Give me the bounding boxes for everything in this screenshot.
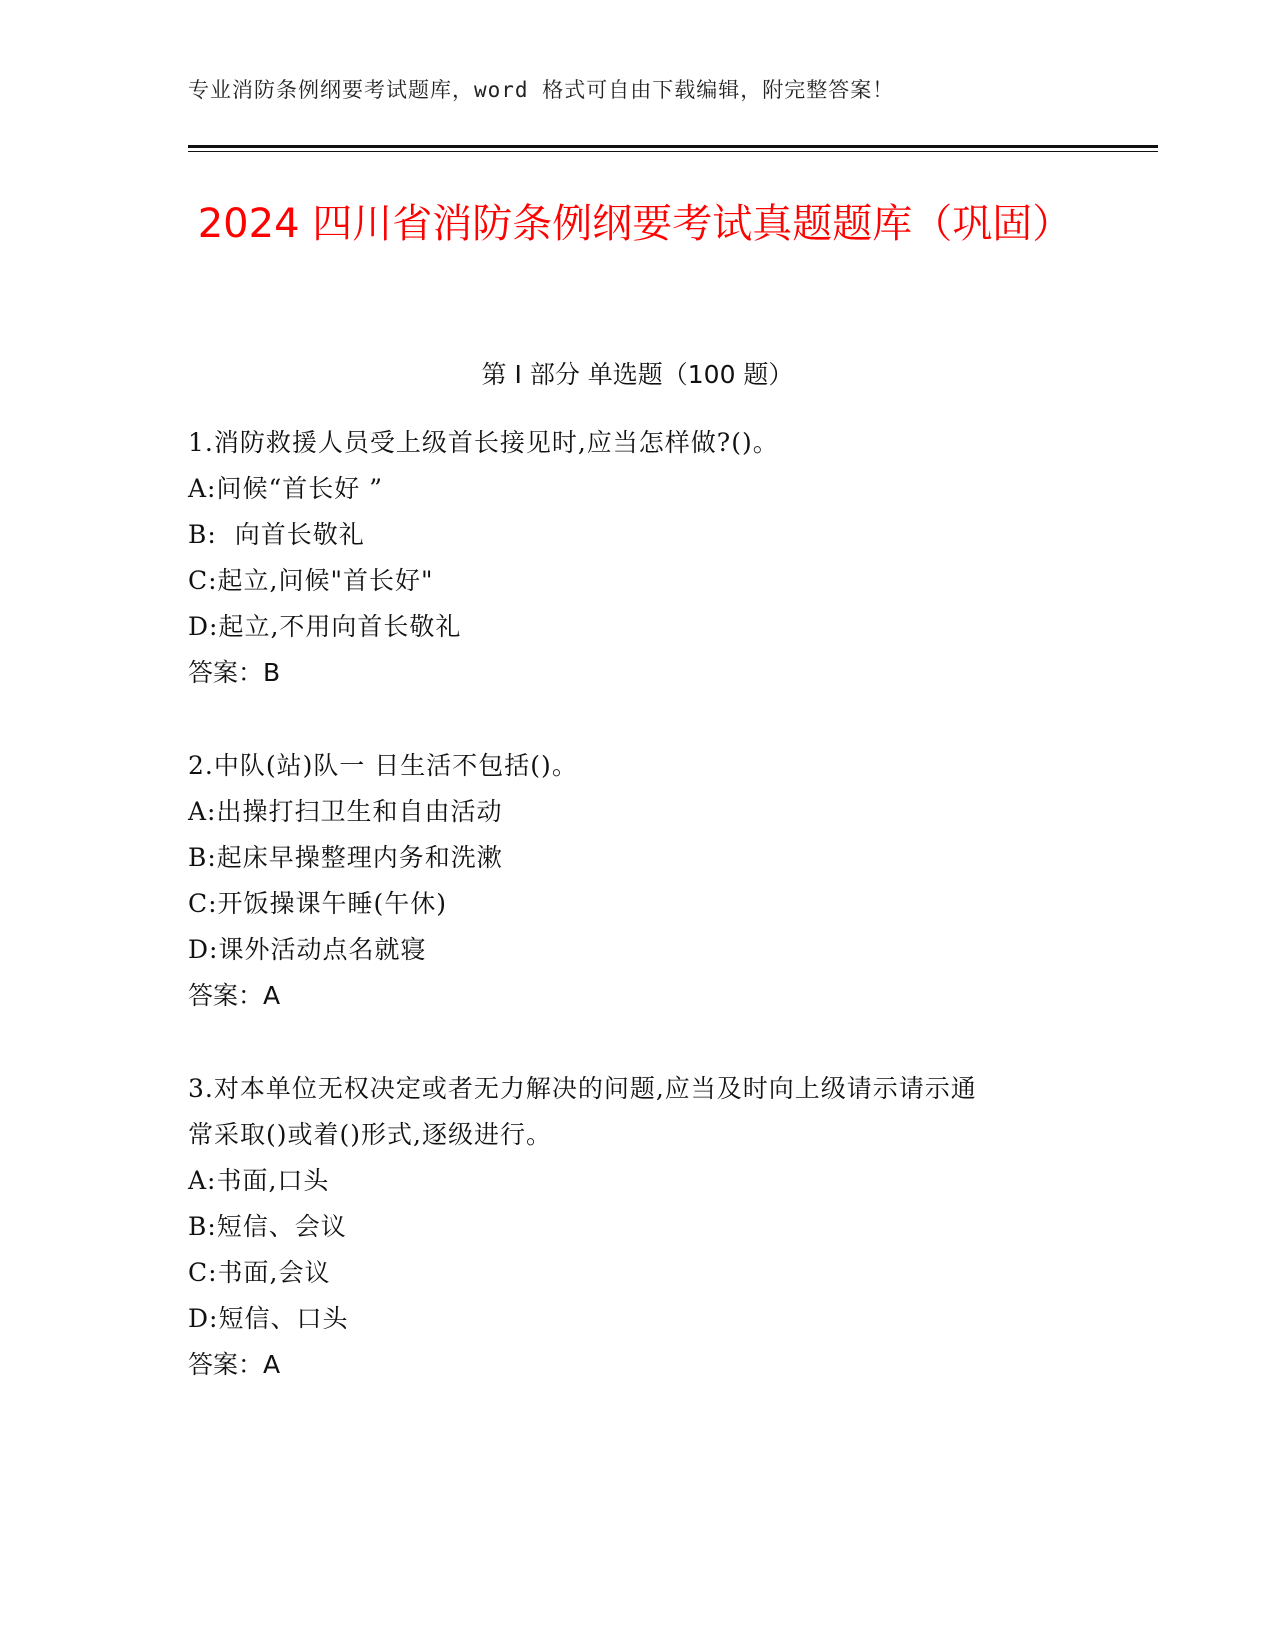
option-d: D:短信、口头 <box>188 1304 349 1333</box>
section-heading: 第 I 部分 单选题（100 题） <box>481 360 794 389</box>
question-3 <box>188 1066 1088 1388</box>
question-stem-continued: 常采取()或着()形式,逐级进行。 <box>188 1120 552 1149</box>
option-c: C:开饭操课午睡(午休) <box>188 889 448 918</box>
option-a: A:书面,口头 <box>188 1166 330 1195</box>
option-b: B:短信、会议 <box>188 1212 347 1241</box>
header-note: 专业消防条例纲要考试题库，word 格式可自由下载编辑，附完整答案！ <box>188 78 895 102</box>
option-d: D:课外活动点名就寝 <box>188 935 427 964</box>
document-title: 2024 四川省消防条例纲要考试真题题库（巩固） <box>197 201 1073 247</box>
question-stem: 3.对本单位无权决定或者无力解决的问题,应当及时向上级请示请示通 <box>188 1074 977 1103</box>
option-a: A:出操打扫卫生和自由活动 <box>188 797 503 826</box>
question-2 <box>188 743 1088 1019</box>
header-rule <box>188 145 1158 148</box>
option-b: B:起床早操整理内务和洗漱 <box>188 843 503 872</box>
question-1 <box>188 420 1088 696</box>
option-c: C:书面,会议 <box>188 1258 331 1287</box>
option-a: A:问候“首长好 ” <box>188 474 383 503</box>
option-c: C:起立,问候"首长好" <box>188 566 434 595</box>
answer-line: 答案：B <box>188 658 281 687</box>
option-d: D:起立,不用向首长敬礼 <box>188 612 462 641</box>
answer-line: 答案：A <box>188 1350 281 1379</box>
answer-line: 答案：A <box>188 981 281 1010</box>
header-rule-thin <box>188 151 1158 152</box>
question-stem: 2.中队(站)队一 日生活不包括()。 <box>188 751 578 780</box>
question-stem: 1.消防救援人员受上级首长接见时,应当怎样做?()。 <box>188 428 779 457</box>
option-b: B: 向首长敬礼 <box>188 520 365 549</box>
